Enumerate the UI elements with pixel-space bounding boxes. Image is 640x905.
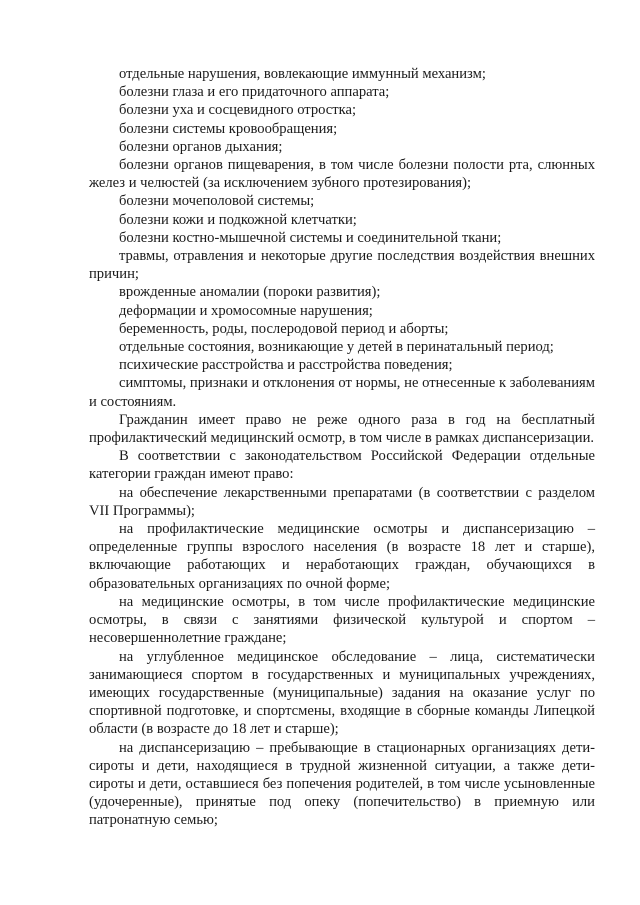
paragraph: отдельные состояния, возникающие у детей в перинатальный период; [119,339,554,356]
paragraph: В соответствии с законодательством Российской Федерации отдельные категории граждан имеют право: [89,448,595,483]
paragraph: на профилактические медицинские осмотры и диспансеризацию – определенные группы взрослого населения (в возрасте 18 лет и старше), включающие работающих и неработающих граждан, обучающихся в образовательных организациях по очной форме; [89,521,595,592]
paragraph: на диспансеризацию – пребывающие в стационарных организациях дети-сироты и дети, находящиеся в трудной жизненной ситуации, а также дети-сироты и дети, оставшиеся без попечения родителей, в том числе усыновленные (удочеренные), принятые под опеку (попечительство) в приемную или патронатную семью; [89,739,595,829]
document-body [89,65,595,830]
paragraph: болезни органов пищеварения, в том числе болезни полости рта, слюнных желез и челюстей (за исключением зубного протезирования); [89,157,595,192]
paragraph: на медицинские осмотры, в том числе профилактические медицинские осмотры, в связи с занятиями физической культурой и спортом – несовершеннолетние граждане; [89,593,595,647]
paragraph: болезни органов дыхания; [119,138,283,155]
paragraph: болезни кожи и подкожной клетчатки; [119,211,357,228]
paragraph: на углубленное медицинское обследование – лица, систематически занимающиеся спортом в государственных и муниципальных учреждениях, имеющих государственные (муниципальные) задания на оказание услуг по спортивной подготовке, и спортсмены, входящие в сборные команды Липецкой области (в возрасте до 18 лет и старше); [89,648,595,738]
paragraph: беременность, роды, послеродовой период и аборты; [119,320,449,337]
paragraph: болезни мочеполовой системы; [119,193,315,210]
paragraph: Гражданин имеет право не реже одного раза в год на бесплатный профилактический медицинский осмотр, в том числе в рамках диспансеризации. [89,411,595,447]
paragraph: отдельные нарушения, вовлекающие иммунный механизм; [119,66,486,82]
paragraph: на обеспечение лекарственными препаратами (в соответствии с разделом VII Программы); [89,484,595,519]
paragraph: болезни уха и сосцевидного отростка; [119,102,357,119]
paragraph: травмы, отравления и некоторые другие последствия воздействия внешних причин; [89,248,595,283]
paragraph: психические расстройства и расстройства поведения; [119,357,453,374]
paragraph: деформации и хромосомные нарушения; [119,302,373,319]
paragraph: врожденные аномалии (пороки развития); [119,284,381,301]
paragraph: болезни системы кровообращения; [119,120,338,137]
paragraph: симптомы, признаки и отклонения от нормы, не отнесенные к заболеваниям и состояниям. [89,375,595,410]
paragraph: болезни глаза и его придаточного аппарата; [119,84,390,101]
paragraph: болезни костно-мышечной системы и соединительной ткани; [119,229,502,246]
